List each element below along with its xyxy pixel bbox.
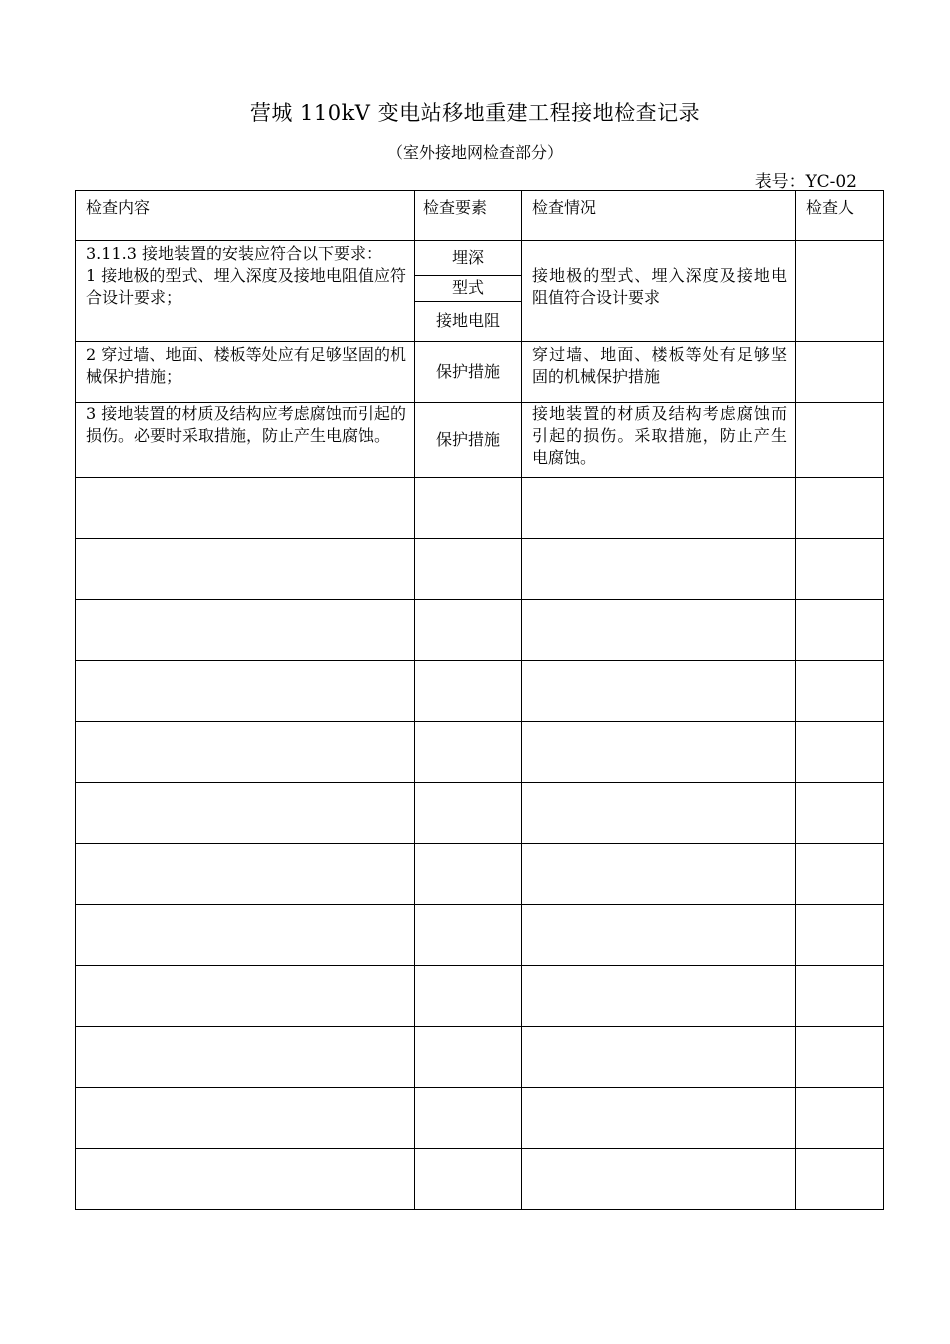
row-status-cell[interactable] [522,539,796,600]
table-row-empty [76,1149,884,1210]
row-status: 接地装置的材质及结构考虑腐蚀而引起的损伤。采取措施，防止产生电腐蚀。 [532,404,787,467]
row-elements-cell[interactable] [415,905,522,966]
row-content: 3 接地装置的材质及结构应考虑腐蚀而引起的损伤。必要时采取措施，防止产生电腐蚀。 [86,404,406,445]
row-inspector-cell[interactable] [796,661,884,722]
row-elements-cell[interactable] [415,722,522,783]
row-status-cell[interactable] [522,722,796,783]
row-inspector-cell[interactable] [796,600,884,661]
element-label: 型式 [415,276,521,302]
table-row-empty [76,844,884,905]
table-row-empty [76,478,884,539]
inspection-table [75,190,884,1210]
row-elements-cell[interactable] [415,478,522,539]
row-inspector-cell[interactable] [796,342,884,403]
row-content-cell[interactable] [76,844,415,905]
table-row-empty [76,722,884,783]
row-inspector [796,403,883,405]
element-label: 保护措施 [435,362,500,381]
row-inspector-cell[interactable] [796,539,884,600]
table-row-empty [76,783,884,844]
row-inspector-cell[interactable] [796,844,884,905]
table-row-empty [76,1027,884,1088]
row-content-cell[interactable] [76,661,415,722]
row-status-cell[interactable] [522,600,796,661]
row-inspector-cell[interactable] [796,478,884,539]
row-content-cell[interactable] [76,1149,415,1210]
row-elements-cell[interactable] [415,966,522,1027]
row-elements-cell[interactable] [415,661,522,722]
row-content-cell [76,403,415,478]
row-elements-cell[interactable] [415,844,522,905]
row-content-cell[interactable] [76,600,415,661]
row-inspector-cell[interactable] [796,403,884,478]
row-elements-cell [415,403,522,478]
row-inspector-cell[interactable] [796,722,884,783]
table-row [76,403,884,478]
row-inspector-cell[interactable] [796,1149,884,1210]
row-inspector-cell[interactable] [796,1088,884,1149]
row-elements-cell[interactable] [415,783,522,844]
row-elements-cell [415,241,522,342]
row-status-cell [522,342,796,403]
element-label: 保护措施 [435,430,500,449]
row-status-cell[interactable] [522,1027,796,1088]
row-inspector-cell[interactable] [796,966,884,1027]
row-content: 3.11.3 接地装置的安装应符合以下要求： 1 接地极的型式、埋入深度及接地电阻值应符合设计要求； [86,244,406,307]
document-subtitle: （室外接地网检查部分） [386,143,563,162]
row-elements-cell[interactable] [415,1149,522,1210]
header-content: 检查内容 [76,191,415,241]
row-inspector-cell[interactable] [796,905,884,966]
row-status-cell [522,241,796,342]
row-elements-cell[interactable] [415,539,522,600]
row-content-cell[interactable] [76,539,415,600]
row-content-cell[interactable] [76,905,415,966]
row-status-cell [522,403,796,478]
row-content-cell [76,241,415,342]
element-label: 接地电阻 [435,311,500,330]
row-elements-cell [415,342,522,403]
row-status: 穿过墙、地面、楼板等处有足够坚固的机械保护措施 [532,345,787,386]
table-row-empty [76,600,884,661]
row-elements-cell[interactable] [415,600,522,661]
row-inspector-cell[interactable] [796,241,884,342]
row-content-cell[interactable] [76,1088,415,1149]
row-content-cell[interactable] [76,722,415,783]
form-number: 表号：YC-02 [754,172,857,192]
row-content-cell[interactable] [76,1027,415,1088]
row-status-cell[interactable] [522,966,796,1027]
table-header-row [76,191,884,241]
row-content-cell[interactable] [76,783,415,844]
row-status-cell[interactable] [522,905,796,966]
header-status: 检查情况 [522,191,796,241]
table-row-empty [76,661,884,722]
table-row [76,342,884,403]
row-status-cell[interactable] [522,844,796,905]
row-status-cell[interactable] [522,1149,796,1210]
row-status-cell[interactable] [522,478,796,539]
row-inspector [796,342,883,344]
document-title: 营城 110kV 变电站移地重建工程接地检查记录 [249,101,701,125]
row-content-cell[interactable] [76,478,415,539]
row-elements-cell[interactable] [415,1027,522,1088]
row-inspector-cell[interactable] [796,783,884,844]
table-row-empty [76,1088,884,1149]
table-row-empty [76,539,884,600]
header-elements: 检查要素 [415,191,522,241]
row-content-cell [76,342,415,403]
row-content-cell[interactable] [76,966,415,1027]
row-status-cell[interactable] [522,1088,796,1149]
row-elements-cell[interactable] [415,1088,522,1149]
row-content: 2 穿过墙、地面、楼板等处应有足够坚固的机械保护措施； [86,345,406,386]
table-row-empty [76,905,884,966]
header-inspector: 检查人 [796,191,884,241]
row-inspector [796,241,883,243]
row-status-cell[interactable] [522,661,796,722]
element-label: 埋深 [415,241,521,276]
row-inspector-cell[interactable] [796,1027,884,1088]
table-row-empty [76,966,884,1027]
row-status-cell[interactable] [522,783,796,844]
row-status: 接地极的型式、埋入深度及接地电阻值符合设计要求 [532,266,787,307]
table-row [76,241,884,342]
